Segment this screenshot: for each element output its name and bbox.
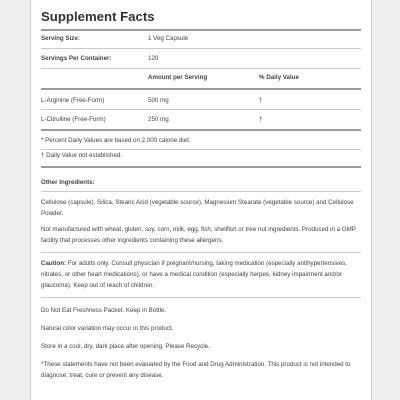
storage-statement: Store in a cool, dry, dark place after opening. Please Recycle. — [41, 343, 210, 350]
nutrient-daily-value: † — [259, 116, 263, 123]
allergen-statement: Not manufactured with wheat, gluten, soy, corn, milk, egg, fish, shellfish or tree nut ingredients. Produced in a GMP facility that processes other ingredients containing these allergens. — [41, 226, 356, 244]
divider — [41, 149, 361, 150]
freshness-statement: Do Not Eat Freshness Packet. Keep in Bottle. — [41, 307, 167, 314]
divider — [41, 297, 361, 298]
other-ingredients-heading: Other Ingredients: — [41, 179, 95, 186]
caution-label: Caution: — [41, 260, 67, 267]
panel-title: Supplement Facts — [41, 9, 155, 24]
ingredients-list: Cellulose (capsule), Silica, Stearic Acid (vegetable source), Magnesium Stearate (vegetable source) and Cellulose Powder. — [41, 199, 354, 217]
serving-size-value: 1 Veg Capsule — [148, 35, 189, 42]
nutrient-name: L-Citrulline (Free-Form) — [41, 116, 106, 123]
nutrient-name: L-Arginine (Free-Form) — [41, 97, 105, 104]
divider — [41, 191, 361, 192]
caution-statement — [41, 258, 363, 291]
supplement-facts-panel — [30, 0, 372, 400]
divider — [41, 29, 361, 31]
column-header-amount: Amount per Serving — [148, 74, 208, 81]
nutrient-daily-value: † — [259, 97, 263, 104]
footnote-dv-not-established: † Daily Value not established. — [41, 152, 123, 159]
color-variation-statement: Natural color variation may occur in this product. — [41, 325, 174, 332]
divider — [41, 129, 361, 131]
servings-label: Servings Per Container: — [41, 55, 112, 62]
caution-text: For adults only. Consult physician if pregnant/nursing, taking medication (especially antihypertensives, nitrates, or other heart medications), or have a medical condition (especially herpes, kidney impairment and/or glaucoma). Keep out of reach of children. — [41, 260, 347, 289]
serving-size-label: Serving Size: — [41, 35, 80, 42]
nutrient-amount: 500 mg — [148, 97, 169, 104]
divider — [41, 88, 361, 90]
divider — [41, 68, 361, 69]
divider — [41, 166, 361, 168]
servings-value: 120 — [148, 55, 159, 62]
nutrient-amount: 250 mg — [148, 116, 169, 123]
column-header-daily-value: % Daily Value — [259, 74, 299, 81]
divider — [41, 252, 361, 253]
footnote-percent-dv: * Percent Daily Values are based on 2,000 calorie diet. — [41, 137, 191, 144]
divider — [41, 48, 361, 49]
fda-disclaimer: *These statements have not been evaluated by the Food and Drug Administration. This product is not intended to diagnose, treat, cure or prevent any disease. — [41, 361, 351, 379]
divider — [41, 109, 361, 110]
